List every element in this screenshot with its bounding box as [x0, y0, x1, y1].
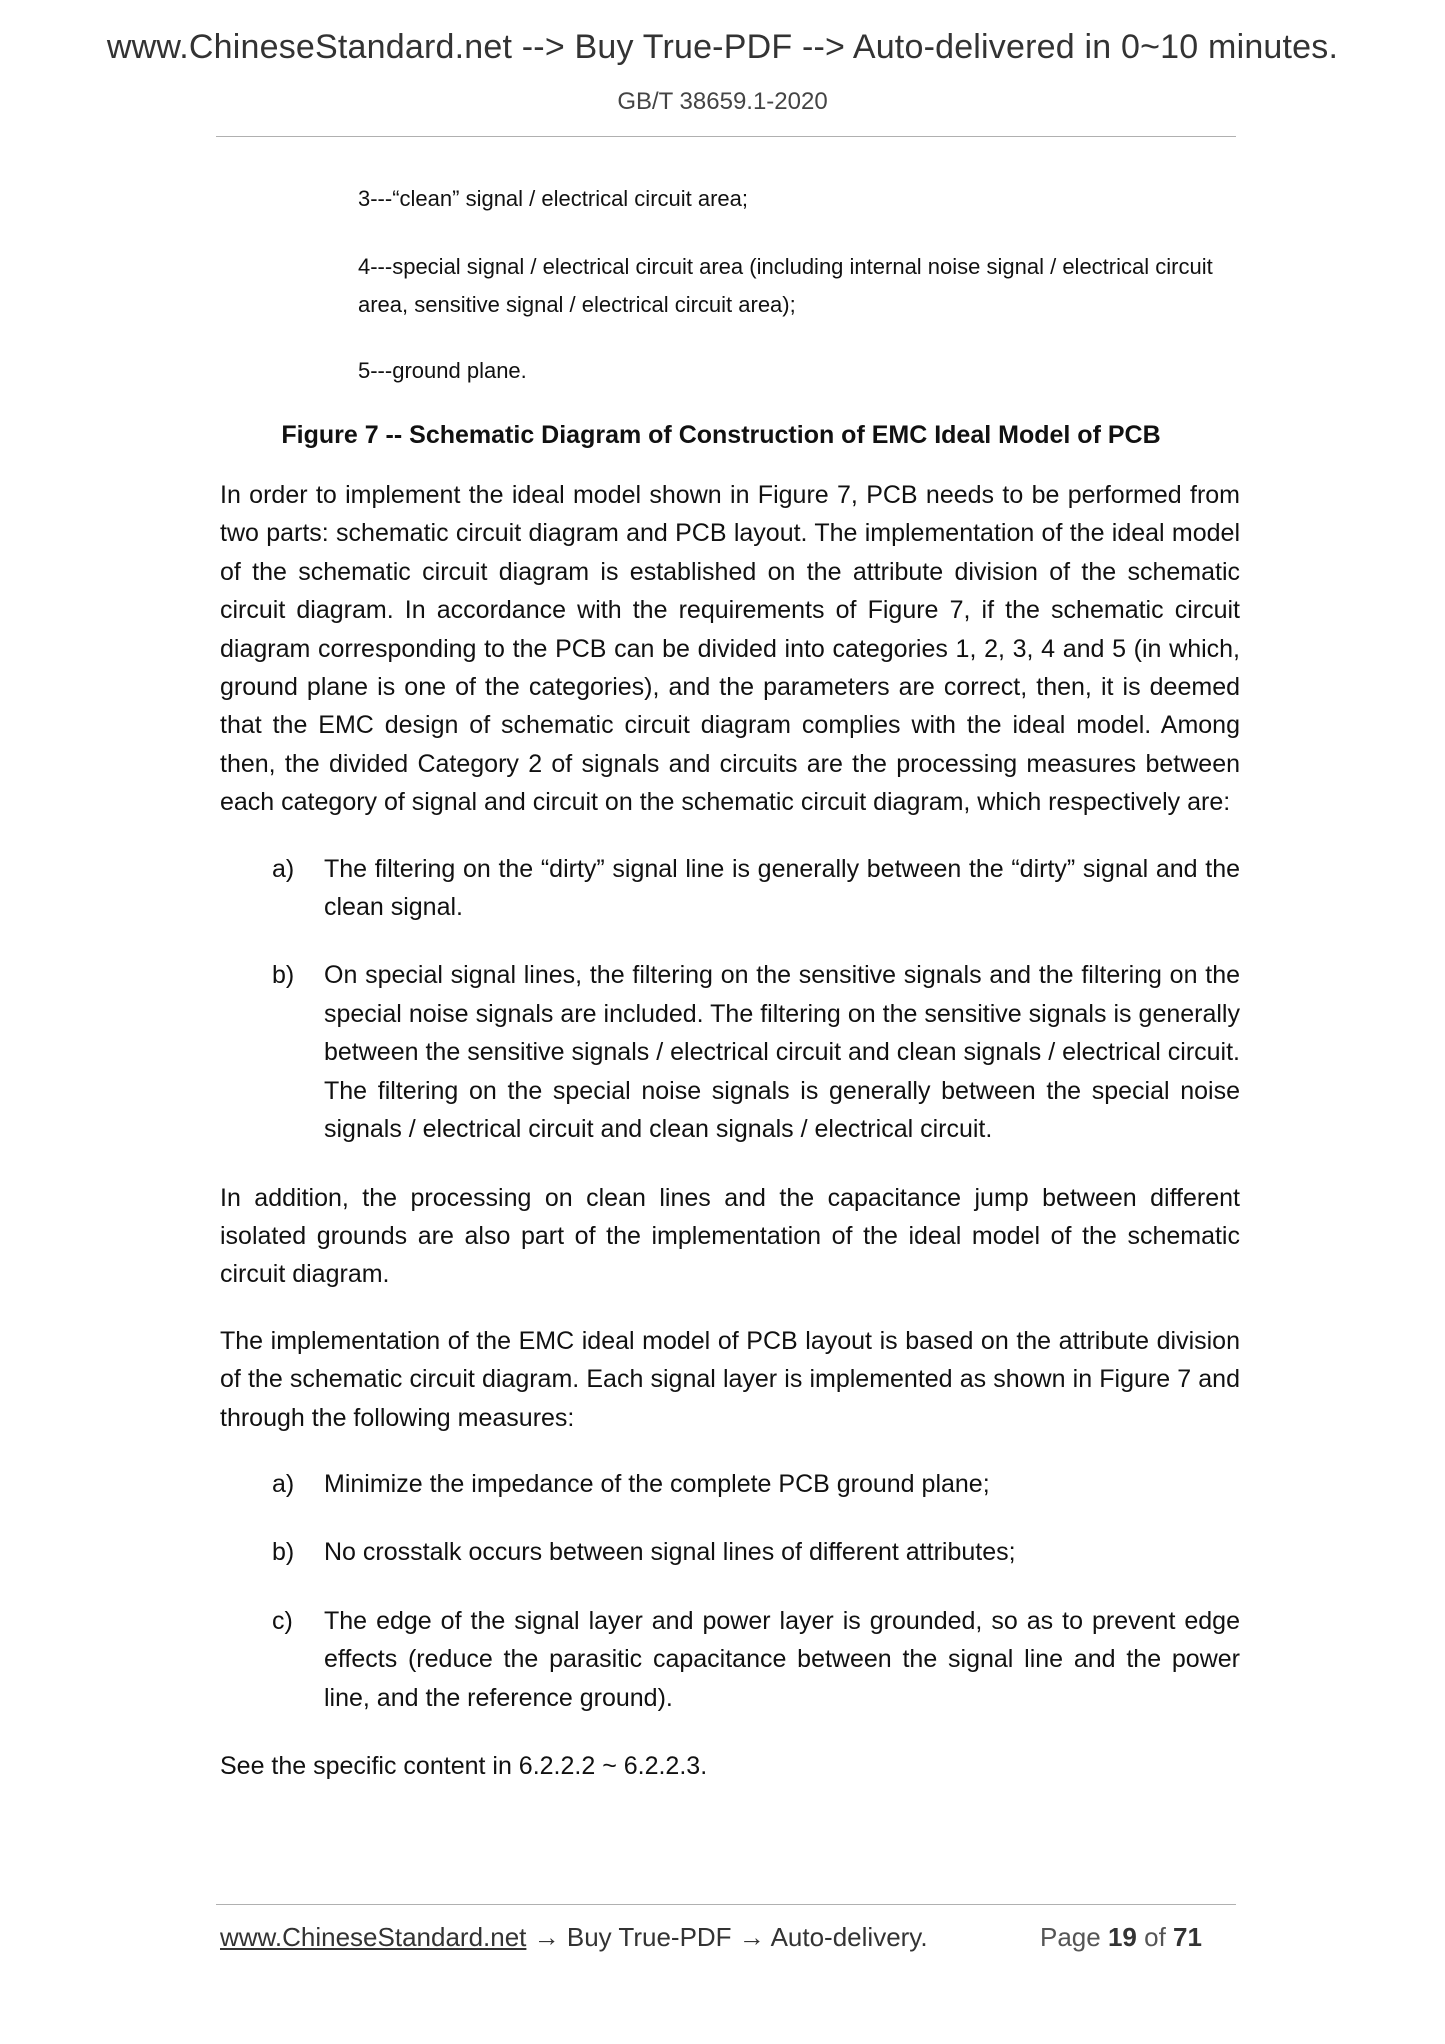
- top-banner: www.ChineseStandard.net --> Buy True-PDF --> Auto-delivered in 0~10 minutes.: [106, 28, 1339, 66]
- paragraph-ideal-model: In order to implement the ideal model shown in Figure 7, PCB needs to be performed from two parts: schematic circuit diagram and PCB layout. The implementation of the ideal model of the schematic circuit diagram is established on the attribute division of the schematic circuit diagram. In accordance with the requirements of Figure 7, if the schematic circuit diagram corresponding to the PCB can be divided into categories 1, 2, 3, 4 and 5 (in which, ground plane is one of the categories), and the parameters are correct, then, it is deemed that the EMC design of schematic circuit diagram complies with the ideal model. Among then, the divided Category 2 of signals and circuits are the processing measures between each category of signal and circuit on the schematic circuit diagram, which respectively are:: [220, 481, 1240, 817]
- figure-caption: Figure 7 -- Schematic Diagram of Construction of EMC Ideal Model of PCB: [281, 421, 1161, 449]
- page-of-label: of: [1144, 1922, 1166, 1952]
- list-item-text: On special signal lines, the filtering on the sensitive signals and the filtering on the special noise signals are included. The filtering on the sensitive signals is generally between the sensitive signals / electrical circuit and clean signals / electrical circuit. The filtering on the special noise signals is generally between the special noise signals / electrical circuit and clean signals / electrical circuit.: [324, 961, 1240, 1144]
- list-marker: b): [272, 961, 295, 990]
- list-item-text: The filtering on the “dirty” signal line is generally between the “dirty” signal and the clean signal.: [324, 854, 1240, 922]
- list-marker: a): [272, 854, 295, 883]
- list-item-text: Minimize the impedance of the complete PCB ground plane;: [324, 1469, 990, 1498]
- page-indicator: [1040, 1922, 1202, 1953]
- page-total: 71: [1173, 1922, 1202, 1952]
- header-divider: [216, 136, 1236, 137]
- page-label: Page: [1040, 1922, 1101, 1952]
- list-item: [220, 850, 1240, 927]
- document-id: GB/T 38659.1-2020: [617, 88, 828, 115]
- page-number: 19: [1107, 1922, 1137, 1952]
- list-item: [220, 956, 1240, 1148]
- list-item-text: The edge of the signal layer and power layer is grounded, so as to prevent edge effects (reduce the parasitic capacitance between the signal line and the power line, and the reference ground).: [324, 1606, 1240, 1712]
- paragraph-pcb-layout: The implementation of the EMC ideal model of PCB layout is based on the attribute division of the schematic circuit diagram. Each signal layer is implemented as shown in Figure 7 and through the following measures:: [220, 1326, 1240, 1432]
- paragraph-see-content: See the specific content in 6.2.2.2 ~ 6.2.2.3.: [220, 1751, 708, 1780]
- page-content: [220, 180, 1240, 1813]
- list-marker: a): [272, 1469, 295, 1498]
- legend-note-5: 5---ground plane.: [358, 358, 527, 383]
- list-marker: b): [272, 1538, 295, 1567]
- list-item: [220, 1602, 1240, 1717]
- footer-divider: [216, 1904, 1236, 1905]
- footer-link-text: → Buy True-PDF → Auto-delivery.: [526, 1922, 928, 1952]
- paragraph-clean-lines: In addition, the processing on clean lines and the capacitance jump between different isolated grounds are also part of the implementation of the ideal model of the schematic circuit diagram.: [220, 1183, 1240, 1289]
- list-item: [220, 1533, 1240, 1571]
- list-marker: c): [272, 1606, 293, 1635]
- footer-link[interactable]: [220, 1922, 928, 1953]
- legend-note-3: 3---“clean” signal / electrical circuit area;: [358, 186, 749, 211]
- list-item: [220, 1465, 1240, 1503]
- legend-note-4: 4---special signal / electrical circuit area (including internal noise signal / electrical circuit area, sensitive signal / electrical circuit area);: [358, 254, 1213, 317]
- footer-site-link[interactable]: www.ChineseStandard.net: [220, 1922, 527, 1952]
- list-item-text: No crosstalk occurs between signal lines of different attributes;: [324, 1538, 1016, 1567]
